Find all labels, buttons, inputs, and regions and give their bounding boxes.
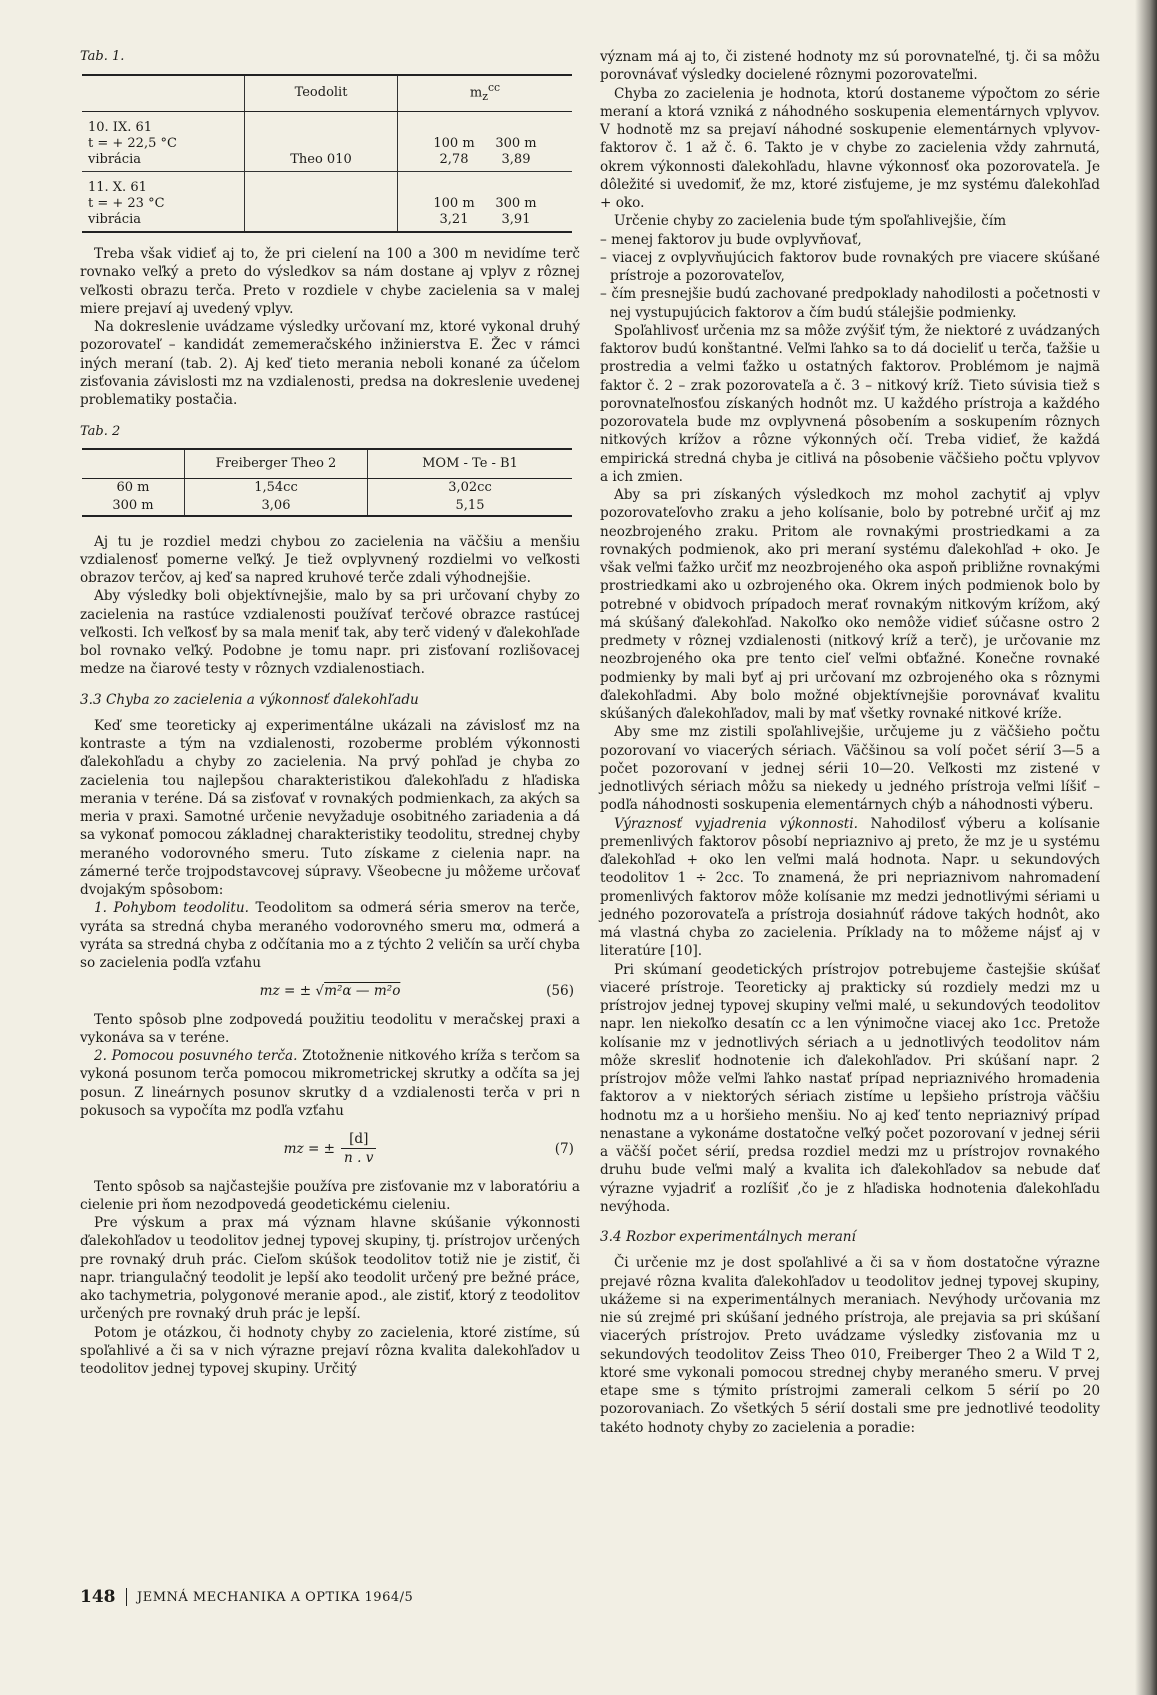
table1-row1-conditions: 10. IX. 61 t = + 22,5 °C vibrácia [82,112,245,172]
fraction-denominator: n . v [344,1150,374,1167]
list-item: – viacej z ovplyvňujúcich faktorov bude rovnakých pre viacere skúšané prístroje a pozorovateľov, [600,249,1100,284]
table1-row1-instrument: Theo 010 [245,112,398,172]
paragraph: Tento spôsob sa najčastejšie používa pre zisťovanie mz v laboratóriu a cielenie pri ňom nezodpovedá geodetickému cieleniu. [80,1178,580,1213]
table1-row2-values: 100 m 300 m 3,21 3,91 [433,196,537,228]
paragraph: význam má aj to, či zistené hodnoty mz sú porovnateľné, tj. či sa môžu porovnávať výsledky docielené rôznymi pozorovateľmi. [600,49,1100,84]
paragraph: Aby sa pri získaných výsledkoch mz mohol zachytiť aj vplyv pozorovateľovho zraku a jeho kolísanie, bolo by potrebné určiť aj mz neozbrojeného zraku. Pritom ale rovnakými prostriedkami a za rovnakých podmienok, ako pri meraní systému ďalekohľad + oko. Je však veľmi ťažko určiť mz neozbrojeného oka aspoň približne rovnakými prostriedkami ako u ozbrojeného oka. Okrem iných podmienok bolo by potrebné v obidvoch prípadoch merať rovnakým nitkovým krížom, aký má skúšaný ďalekohľad. Nakoľko oko nemôže vidieť súčasne ostro 2 predmety v rôznej vzdialenosti (nitkový kríž a terč), je určovanie mz neozbrojeného oka pre tento cieľ veľmi obťažné. Konečne rovnaké podmienky by mali byť aj pri určovaní mz ozbrojeného oka s rôznymi ďalekohľadmi. Aby bolo možné objektívnejšie porovnávať kvalitu skúšaných ďalekohľadov, mali by mať všetky rovnaké nitkové kríže. [600,487,1100,722]
journal-title: JEMNÁ MECHANIKA A OPTIKA 1964/5 [137,1589,414,1605]
paragraph: Pre výskum a prax má význam hlavne skúšanie výkonnosti ďalekohľadov u teodolitov jednej typovej skupiny, tj. prístrojov určených pre rovnaký druh prác. Cieľom skúšok teodolitov totiž nie je zistiť, či napr. triangulačný teodolit je lepší ako teodolit určený pre bežné práce, ako tachymetria, polygonové meranie apod., ale zistiť, ktorý z teodolitov určených pre rovnaký druh prác je lepší. [80,1215,580,1323]
paragraph: Aby sme mz zistili spoľahlivejšie, určujeme ju z väčšieho počtu pozorovaní vo viacerých sériach. Väčšinou sa volí počet sérií 3—5 a počet pozorovaní v jednej sérii 10—20. Veľkosti mz zistené v jednotlivých sériach môžu sa niekedy u jedného prístroja veľmi líšiť – podľa náhodnosti soskupenia elementárnych chýb a náhodnosti výberu. [600,724,1100,814]
equation-fraction [341,1130,376,1168]
list-item: – menej faktorov ju bude ovplyvňovať, [600,231,862,248]
table-cell: 60 m [82,478,185,497]
table2-header-mom: MOM - Te - B1 [368,449,573,479]
table-cell: 300 m [82,497,185,516]
table-cell: 5,15 [455,497,485,513]
equation-radicand: m²α — m²o [324,983,401,1000]
left-column [80,48,580,1378]
paragraph: Určenie chyby zo zacielenia bude tým spoľahlivejšie, čím [614,213,1007,230]
paragraph: Keď sme teoreticky aj experimentálne ukázali na závislosť mz na kontraste a tým na vzdialenosti, rozoberme problém výkonnosti ďalekohľadu a chyby zo zacielenia. Na prvý pohľad je chyba zo zacielenia tou najlepšou charakteristikou ďalekohľadu z hľadiska merania v teréne. Dá sa zisťovať v rovnakých podmienkach, za akých sa meria v praxi. Samotné určenie nevyžaduje osobitného zariadenia a dá sa vykonať pomocou základnej charakteristiky teodolitu, strednej chyby meraného vodorovného smeru. Tuto získame z cielenia napr. na zámerné terče trojpodstavcovej súpravy. Všeobecne ju môžeme určovať dvojakým spôsobom: [80,717,580,899]
paragraph: Výraznosť vyjadrenia výkonnosti. Nahodilosť výberu a kolísanie premenlivých faktorov pôsobí nepriaznivo aj preto, že mz je u systému ďalekohľad + oko len veľmi malá hodnota. Napr. u sekundových teodolitov 1 ÷ 2cc. To znamená, že pri nepriaznivom nahromadení promenlivých faktorov môže kolísanie mz medzi jednotlivými sériami u jedného pozorovateľa a prístroja dosiahnúť rádove takých hodnôt, ako má vlastná chyba zo zacielenia. Príklady na to môžeme nájsť aj v literatúre [10]. [600,815,1100,960]
table2-caption: Tab. 2 [80,424,121,440]
item-label: 1. Pohybom teodolitu. [94,900,249,917]
table1-header-teodolit: Teodolit [245,75,398,111]
table-cell: 3,02cc [448,479,492,495]
equation-number: (56) [546,983,574,1000]
table-row [82,497,572,516]
paragraph: Treba však vidieť aj to, že pri cielení na 100 a 300 m nevidíme terč rovnako veľký a preto do výsledkov sa nám dostane aj vplyv z rôznej veľkosti obrazu terča. Preto v rozdiele v chybe zacielenia sa v malej miere prejaví aj uvedený vplyv. [80,246,580,317]
item-label: 2. Pomocou posuvného terča. [94,1048,298,1065]
table2-header-freiberger: Freiberger Theo 2 [185,449,368,479]
list-item: – čím presnejšie budú zachované predpoklady nahodilosti a početnosti v nej vystupujúcich faktorov a čím budú stálejšie podmienky. [600,286,1100,321]
paragraph: Na dokreslenie uvádzame výsledky určovaní mz, ktoré vykonal druhý pozorovateľ – kandidát zememeračského inžinierstva E. Žec v rámci iných meraní (tab. 2). Aj keď tieto merania neboli konané za účelom zisťovania závislosti mz na vzdialenosti, predsa na dokreslenie uvedenej problematiky postačia. [80,319,580,409]
paragraph: Chyba zo zacielenia je hodnota, ktorú dostaneme výpočtom zo série meraní a ktorá vzniká z náhodného soskupenia elementárnych vplyvov. V hodnotě mz sa prejaví náhodné soskupenie elementárnych vplyvov-faktorov č. 1 až č. 6. Takto je v chybe zo zacielenia vždy zahrnutá, okrem výkonnosti ďalekohľadu, hlavne výkonnosť oka pozorovateľa. Je dôležité si uvedomiť, že mz, ktoré zisťujeme, je mz systému ďalekohľad + oko. [600,85,1100,211]
table1-row1-values: 100 m 300 m 2,78 3,89 [398,112,573,172]
equation-lhs: mz = ± [283,1140,336,1157]
table-1 [82,74,572,233]
table1-row2-conditions: 11. X. 61 t = + 23 °C vibrácia [82,172,245,233]
footer-divider [126,1588,128,1606]
table-2 [82,448,572,517]
paragraph: Potom je otázkou, či hodnoty chyby zo zacielenia, ktoré zistíme, sú spoľahlivé a či sa v nich výrazne prejaví rôzna kvalita dalekohľadov u teodolitov jednej typovej skupiny. Určitý [80,1324,580,1378]
paragraph: Spoľahlivosť určenia mz sa môže zvýšiť tým, že niektoré z uvádzaných faktorov budú konštantné. Veľmi ľahko sa to dá docieliť u terča, ťažšie u prostredia a velmi ťažko u ostatných faktorov. Problémom je najmä faktor č. 2 – zrak pozorovateľa a č. 3 – nitkový kríž. Tieto súvisia tiež s porovnateľnosťou získaných hodnôt mz. U každého prístroja a každého pozorovatela bude mz ovplyvnená pôsobením a soskupením rôznych nitkových krížov a rôzne výkonných očí. Treba vidieť, že každá empirická stredná chyba je citlivá na pôsobenie väčšieho počtu vplyvov a ich zmien. [600,322,1100,485]
equation-number: (7) [554,1140,574,1157]
table-cell: 3,06 [185,497,368,516]
fraction-numerator: [d] [341,1130,376,1149]
sqrt-symbol: √ [311,983,325,1000]
paragraph: Či určenie mz je dost spoľahlivé a či sa v ňom dostatočne výrazne prejavé rôzna kvalita ďalekohľadov u teodolitov jednej typovej skupiny, ukážeme si na experimentálnych meraniach. Nevýhody určovania mz nie sú zrejmé pri skúšaní jedného prístroja, ale prejavia sa pri skúšaní viacerých prístrojov. Preto uvádzame výsledky zisťovania mz u sekundových teodolitov Zeiss Theo 010, Freiberger Theo 2 a Wild T 2, ktoré sme vykonali pomocou strednej chyby meraného smeru. V prvej etape sme s týmito prístrojmi zamerali celkom 5 sérií po 20 pozorovaniach. Zo všetkých 5 sérií dostali sme pre jednotlivé teodolity takéto hodnoty chyby zo zacielenia a poradie: [600,1255,1100,1436]
table1-row2-instrument [245,172,398,233]
equation-56 [80,982,580,1000]
paragraph: Pri skúmaní geodetických prístrojov potrebujeme častejšie skúšať viaceré prístroje. Teoreticky aj prakticky sú rozdiely medzi mz u prístrojov jednej typovej skupiny veľmi malé, u sekundových teodolitov napr. len niekoľko desatín cc a len výnimočne viacej ako 1cc. Pretože kolísanie mz v jednotlivých sériach a u jednotlivých teodolitov nám môže skresliť hodnotenie ich ďalekohľadov. Pri skúšaní napr. 2 prístrojov môže veľmi ľahko nastať prípad nepriaznivého hromadenia faktorov a v niektorých sériach zistíme u lepšieho prístroja väčšiu hodnotu mz a u horšieho menšiu. No aj keď tento nepriaznivý prípad nenastane a vykonáme dostatočne veľký počet pozorovaní v jednej sérii a väčší počet sérií, predsa rozdiel medzi mz u prístrojov rovnakého druhu bude veľmi malý a kvalita ich ďalekohľadov sa nebude dať výrazne vyjadriť a rozlíšiť ,čo je z hľadiska hodnotenia ďalekohľadu nevýhoda. [600,961,1100,1215]
paragraph: Aby výsledky boli objektívnejšie, malo by sa pri určovaní chyby zo zacielenia na rastúce vzdialenosti používať terčové obrazce rastúcej veľkosti. Ich veľkosť by sa mala meniť tak, aby terč videný v ďalekohľade bol rovnako veľký. Podobne je tomu napr. pri zisťovaní rozlišovacej medze na čiarové testy v rôznych vzdialenostiach. [80,588,580,678]
equation-7 [80,1130,580,1168]
table1-caption: Tab. 1. [80,49,125,64]
section-heading: 3.3 Chyba zo zacielenia a výkonnosť ďalekohľadu [80,691,419,708]
list-item: 2. Pomocou posuvného terča. Ztotožnenie nitkového kríža s terčom sa vykoná posunom terča pomocou mikrometrickej skrutky a odčíta sa jej posun. Z lineárnych posunov skrutky d a vzdialenosti terča v pri n pokusoch sa vypočíta mz podľa vzťahu [80,1048,580,1119]
list-item: 1. Pohybom teodolitu. Teodolitom sa odmerá séria smerov na terče, vyráta sa stredná chyba meraného vodorovného smeru mα, odmerá a vyráta sa stredná chyba z odčítania mo a z týchto 2 veličín sa určí chyba so zacielenia podľa vzťahu [80,900,580,972]
paragraph: Aj tu je rozdiel medzi chybou zo zacielenia na väčšiu a menšiu vzdialenosť pomerne veľký. Je tiež ovplyvnený rozdielmi vo veľkosti obrazov terčov, aj keď sa napred kruhové terče zdali výhodnejšie. [80,533,580,587]
table2-header-blank [82,449,185,479]
page-footer [80,1587,413,1607]
table-cell: 1,54cc [185,478,368,497]
page-number: 148 [80,1587,116,1607]
table1-header-blank [82,75,245,111]
table1-header-mz: $m_z^{cc}$ [398,75,573,111]
inline-heading: Výraznosť vyjadrenia výkonnosti. [614,815,858,832]
section-heading: 3.4 Rozbor experimentálnych meraní [600,1229,856,1245]
paragraph: Tento spôsob plne zodpovedá použitiu teodolitu v meračskej praxi a vykonáva sa v teréne. [80,1011,580,1046]
table-row [82,478,572,497]
right-column [600,48,1100,1437]
equation-lhs: mz = ± [259,983,312,1000]
page-edge-shadow [1135,0,1157,1695]
